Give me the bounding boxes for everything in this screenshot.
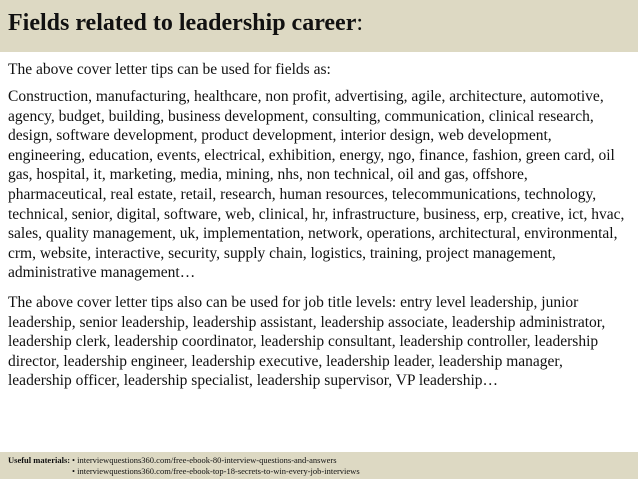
intro-text: The above cover letter tips can be used for fields as: xyxy=(8,61,331,78)
footer-link-2[interactable]: • interviewquestions360.com/free-ebook-top-18-secrets-to-win-every-job-interviews xyxy=(72,465,360,476)
footer-row-1 xyxy=(8,455,638,466)
footer-row-2 xyxy=(8,466,638,477)
title-bar xyxy=(0,0,638,52)
footer-bar xyxy=(0,452,638,479)
slide-title: Fields related to leadership career xyxy=(8,10,357,36)
job-levels-paragraph: The above cover letter tips also can be used for job title levels: entry level leadership, junior leadership, senior leadership, leadership assistant, leadership associate, leadership administrator, leadership clerk, leadership coordinator, leadership consultant, leadership controller, leadership director, leadership engineer, leadership executive, leadership leader, leadership manager, leadership officer, leadership specialist, leadership supervisor, VP leadership… xyxy=(8,293,606,390)
slide-content xyxy=(8,60,630,401)
fields-paragraph: Construction, manufacturing, healthcare, non profit, advertising, agile, architecture, automotive, agency, budget, building, business development, consulting, communication, clinical research, design, software development, product development, interior design, web development, engineering, education, events, electrical, exhibition, energy, ngo, finance, fashion, green card, oil gas, hospital, it, marketing, media, mining, nhs, non technical, oil and gas, offshore, pharmaceutical, real estate, retail, research, human resources, telecommunications, technology, technical, senior, digital, software, web, clinical, hr, infrastructure, business, erp, creative, ict, hvac, sales, quality management, uk, implementation, network, operations, architectural, environmental, crm, website, interactive, security, supply chain, logistics, training, project management, administrative management… xyxy=(8,88,625,282)
footer-label: Useful materials: xyxy=(8,455,71,465)
title-colon: : xyxy=(356,10,364,36)
footer-link-1[interactable]: • interviewquestions360.com/free-ebook-80-interview-questions-and-answers xyxy=(72,455,337,465)
